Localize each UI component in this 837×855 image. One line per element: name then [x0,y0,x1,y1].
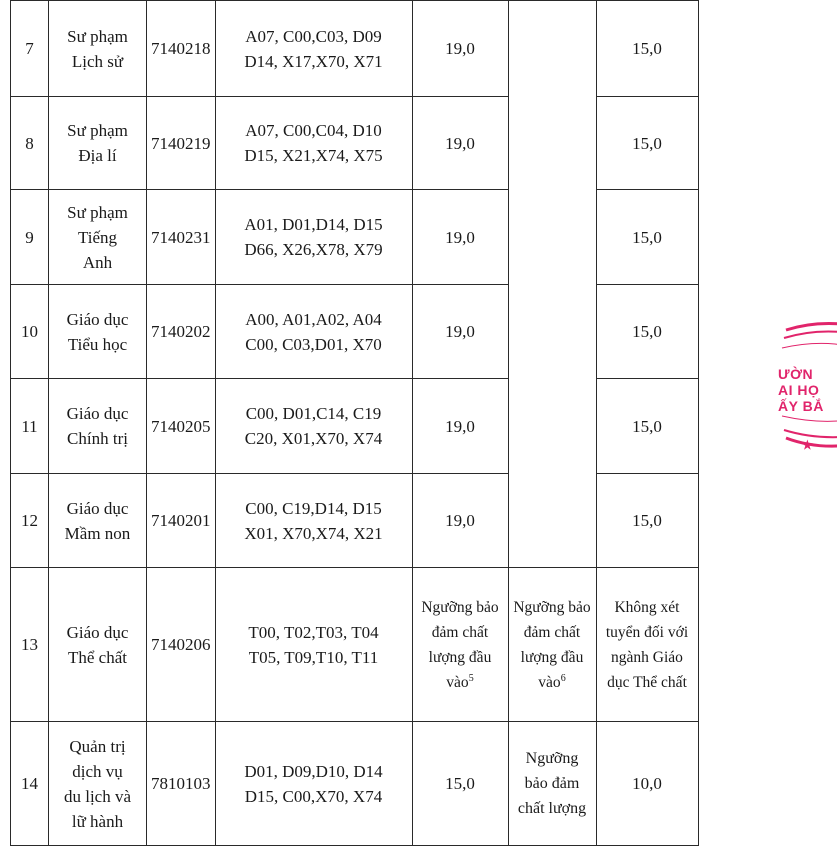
seal-text-line: ƯỜN [778,366,814,382]
row-number: 12 [11,474,49,568]
major-name: Quản trị dịch vụ du lịch và lữ hành [49,722,147,846]
major-name: Sư phạm Lịch sử [49,1,147,97]
score-cell: 19,0 [412,285,508,379]
score-cell: 15,0 [596,379,698,474]
subject-combinations: A07, C00,C03, D09 D14, X17,X70, X71 [215,1,412,97]
admission-score-table [10,0,699,846]
merged-score-cell [508,1,596,568]
school-seal [778,318,837,468]
major-code: 7140218 [147,1,216,97]
score-cell: 15,0 [596,474,698,568]
row-number: 14 [11,722,49,846]
subject-combinations: D01, D09,D10, D14 D15, C00,X70, X74 [215,722,412,846]
score-cell: 19,0 [412,1,508,97]
major-code: 7140231 [147,190,216,285]
major-code: 7140202 [147,285,216,379]
score-threshold-cell: Ngưỡng bảo đảm chất lượng [508,722,596,846]
score-cell: 15,0 [596,285,698,379]
row-number: 10 [11,285,49,379]
row-number: 11 [11,379,49,474]
major-code: 7140205 [147,379,216,474]
major-name: Giáo dục Chính trị [49,379,147,474]
score-cell: 19,0 [412,190,508,285]
score-cell: 15,0 [596,97,698,190]
major-code: 7140219 [147,97,216,190]
seal-text-line: AI HỌ [778,382,820,398]
major-name: Giáo dục Mầm non [49,474,147,568]
row-number: 8 [11,97,49,190]
subject-combinations: A01, D01,D14, D15 D66, X26,X78, X79 [215,190,412,285]
score-threshold-cell: Ngưỡng bảo đảm chất lượng đầu vào$^5$ [412,568,508,722]
row-number: 9 [11,190,49,285]
score-cell: 19,0 [412,97,508,190]
major-code: 7810103 [147,722,216,846]
seal-star-icon: ★ [802,438,814,452]
score-cell: 19,0 [412,379,508,474]
row-number: 13 [11,568,49,722]
major-name: Sư phạm Địa lí [49,97,147,190]
subject-combinations: C00, C19,D14, D15 X01, X70,X74, X21 [215,474,412,568]
score-cell: 19,0 [412,474,508,568]
score-cell: 15,0 [596,1,698,97]
score-cell: 15,0 [596,190,698,285]
table-row [11,722,699,846]
score-threshold-cell: Ngưỡng bảo đảm chất lượng đầu vào$^6$ [508,568,596,722]
table-row [11,1,699,97]
row-number: 7 [11,1,49,97]
major-name: Giáo dục Tiểu học [49,285,147,379]
seal-text-line: ẤY BẮ [778,398,824,414]
major-code: 7140206 [147,568,216,722]
major-name: Giáo dục Thể chất [49,568,147,722]
major-name: Sư phạm Tiếng Anh [49,190,147,285]
subject-combinations: A07, C00,C04, D10 D15, X21,X74, X75 [215,97,412,190]
subject-combinations: A00, A01,A02, A04 C00, C03,D01, X70 [215,285,412,379]
major-code: 7140201 [147,474,216,568]
score-cell: 10,0 [596,722,698,846]
table-row [11,568,699,722]
subject-combinations: T00, T02,T03, T04 T05, T09,T10, T11 [215,568,412,722]
subject-combinations: C00, D01,C14, C19 C20, X01,X70, X74 [215,379,412,474]
score-cell: 15,0 [412,722,508,846]
not-considered-note: Không xét tuyển đối với ngành Giáo dục Thể chất [596,568,698,722]
